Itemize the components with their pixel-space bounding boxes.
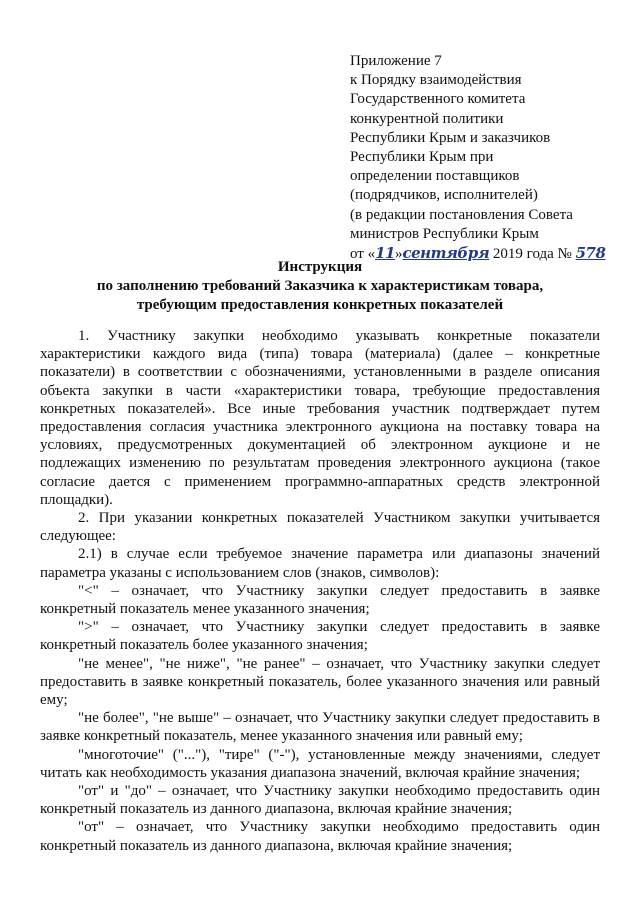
date-quote: » — [394, 246, 403, 263]
handwritten-day: 11 — [375, 244, 395, 263]
appendix-line: Государственного комитета — [350, 91, 526, 108]
appendix-header — [350, 52, 605, 264]
date-prefix: от « — [350, 246, 376, 263]
paragraph: "от" и "до" – означает, что Участнику закупки необходимо предоставить один конкретный показатель из данного диапазона, включая крайние значения; — [40, 783, 600, 818]
appendix-line: конкурентной политики — [350, 110, 504, 127]
paragraph: 2. При указании конкретных показателей Участником закупки учитывается следующее: — [40, 510, 600, 545]
paragraph: ">" – означает, что Участнику закупки следует предоставить в заявке конкретный показатель более указанного значения; — [40, 619, 600, 654]
appendix-line: (в редакции постановления Совета — [350, 206, 573, 223]
handwritten-month: сентября — [402, 244, 490, 263]
paragraph: "не менее", "не ниже", "не ранее" – означает, что Участнику закупки следует предоставить в заявке конкретный показатель, более указанного значения или равный ему; — [40, 655, 600, 709]
title-line: по заполнению требований Заказчика к характеристикам товара, — [96, 278, 544, 294]
handwritten-number: 578 — [575, 244, 606, 263]
paragraph: 1. Участнику закупки необходимо указывать конкретные показатели характеристики каждого вида (типа) товара (материала) (далее – конкретные показатели) в соответствии с обозначениями, установленными в разделе описания объекта закупки в части «характеристики товара, требующие предоставления конкретных показателей». Все иные требования участник подтверждает путем предоставления согласия участника электронного аукциона на поставку товара на условиях, предусмотренных документацией об электронном аукционе и не подлежащих изменению по результатам проведения электронного аукциона (такое согласие дается с применением программно-аппаратных средств электронной площадки). — [40, 328, 600, 508]
appendix-line: (подрядчиков, исполнителей) — [350, 187, 538, 204]
appendix-line: к Порядку взаимодействия — [350, 72, 522, 89]
appendix-line: Республики Крым и заказчиков — [350, 129, 551, 146]
appendix-line: определении поставщиков — [350, 168, 520, 185]
appendix-line: Республики Крым при — [350, 149, 494, 166]
paragraph: "от" – означает, что Участнику закупки необходимо предоставить один конкретный показатель из данного диапазона, включая крайние значения; — [40, 819, 600, 854]
date-year: 2019 года № — [489, 246, 576, 263]
paragraph: "многоточие" ("..."), "тире" ("-"), установленные между значениями, следует читать как необходимость указания диапазона значений, включая крайние значения; — [40, 746, 600, 781]
title-line: требующим предоставления конкретных показателей — [136, 297, 504, 313]
document-title — [40, 258, 600, 315]
appendix-line: министров Республики Крым — [350, 225, 539, 242]
title-line: Инструкция — [277, 259, 363, 275]
paragraph: "не более", "не выше" – означает, что Участнику закупки следует предоставить в заявке конкретный показатель, менее указанного значения или равный ему; — [40, 710, 600, 745]
paragraph: 2.1) в случае если требуемое значение параметра или диапазоны значений параметра указаны с использованием слов (знаков, символов): — [40, 546, 600, 581]
paragraph: "<" – означает, что Участнику закупки следует предоставить в заявке конкретный показатель менее указанного значения; — [40, 582, 600, 618]
instruction-body — [40, 327, 600, 855]
appendix-line: Приложение 7 — [350, 53, 442, 69]
